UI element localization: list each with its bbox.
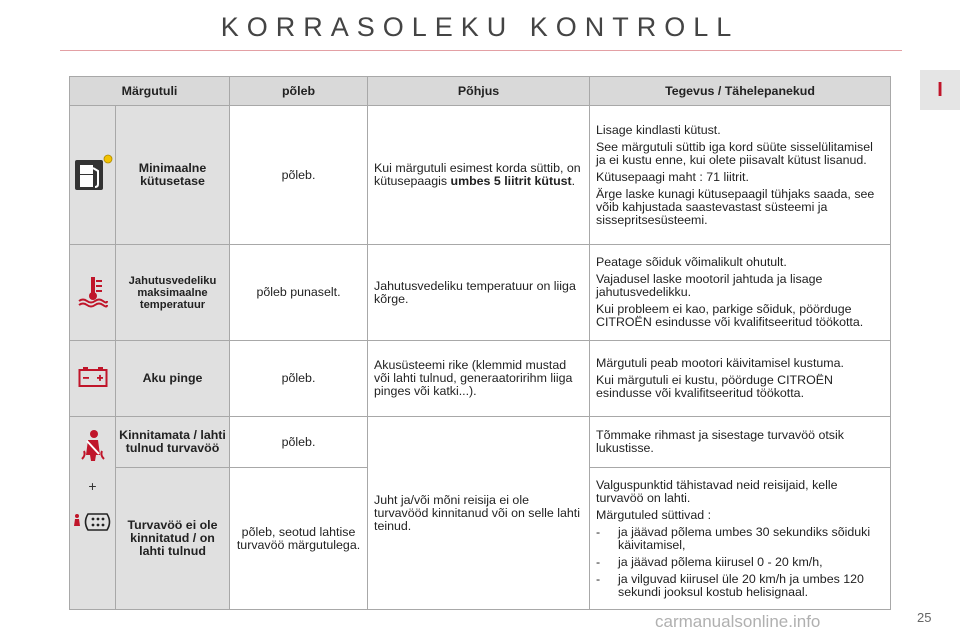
lamp-cause: Juht ja/või mõni reisija ei ole turvavööd kinnitanud või on selle lahti teinud. (368, 417, 590, 610)
bullet-dash: - (596, 554, 601, 569)
bullet-dash: - (596, 524, 601, 539)
table-row-seatbelt (70, 417, 891, 468)
lamp-state: põleb punaselt. (230, 245, 368, 341)
lamp-name: Turvavöö ei ole kinnitatud / on lahti tulnud (116, 468, 230, 610)
list-item (596, 556, 882, 569)
coolant-temperature-icon (76, 274, 110, 308)
battery-icon (78, 366, 108, 388)
footer-watermark[interactable]: carmanualsonline.info (655, 612, 821, 631)
action-line: Kui probleem ei kao, parkige sõiduk, pöörduge CITROËN esindusse või kvalifitseeritud töökotta. (596, 302, 864, 329)
header-action: Tegevus / Tähelepanekud (590, 77, 891, 106)
lamp-cause: Jahutusvedeliku temperatuur on liiga kõrge. (368, 245, 590, 341)
fuel-icon-cell (70, 106, 116, 245)
action-line: Märgutuli peab mootori käivitamisel kustuma. (596, 356, 844, 370)
list-item (596, 573, 882, 599)
page-title: KORRASOLEKU KONTROLL (220, 12, 740, 42)
lamp-state: põleb. (230, 417, 368, 468)
seatbelt-icon (80, 429, 106, 463)
lamp-name: Minimaalne kütusetase (116, 106, 230, 245)
header-state: põleb (230, 77, 368, 106)
lamp-state: põleb. (230, 341, 368, 417)
lamp-name: Jahutusvedeliku maksimaalne temperatuur (116, 245, 230, 341)
action-line: Ärge laske kunagi kütusepaagil tühjaks saada, see võib kahjustada saastevastast süsteemi ja sissepritsesüsteemi. (596, 186, 875, 227)
action-line: Peatage sõiduk võimalikult ohutult. (596, 255, 787, 269)
seatbelt-icon-cell (70, 417, 116, 610)
lamp-state: põleb, seotud lahtise turvavöö märgutulega. (230, 468, 368, 610)
lamp-cause (368, 106, 590, 245)
action-line: See märgutuli süttib iga kord süüte sisselülitamisel ja ei kustu enne, kui olete piisavalt kütust lisanud. (596, 139, 873, 167)
action-line: Valguspunktid tähistavad neid reisijaid, kelle turvavöö on lahti. (596, 477, 838, 505)
rear-seatbelt-display-icon (73, 511, 113, 533)
action-line: Märgutuled süttivad : (596, 507, 712, 522)
lamp-actions (590, 417, 891, 468)
action-line: Kütusepaagi maht : 71 liitrit. (596, 169, 749, 184)
list-item (596, 526, 882, 552)
bullet-text: ja vilguvad kiirusel üle 20 km/h ja umbes 120 sekundi jooksul kostub helisignaal. (618, 571, 864, 599)
table-row-coolant (70, 245, 891, 341)
table-row-fuel (70, 106, 891, 245)
lamp-actions (590, 468, 891, 610)
lamp-actions (590, 106, 891, 245)
action-line: Vajadusel laske mootoril jahtuda ja lisage jahutusvedelikku. (596, 272, 823, 299)
page-number: 25 (917, 610, 932, 625)
lamp-name: Aku pinge (116, 341, 230, 417)
warning-lamp-table (69, 76, 891, 610)
plus-sign: + (88, 478, 97, 494)
fuel-pump-icon (73, 154, 113, 194)
battery-icon-cell (70, 341, 116, 417)
action-line: Lisage kindlasti kütust. (596, 122, 721, 137)
bullet-text: ja jäävad põlema kiirusel 0 - 20 km/h, (618, 554, 823, 569)
action-line: Tõmmake rihmast ja sisestage turvavöö otsik lukustisse. (596, 428, 844, 455)
lamp-cause: Akusüsteemi rike (klemmid mustad või lahti tulnud, generaatoririhm liiga pinges või katki...). (368, 341, 590, 417)
title-divider (60, 50, 902, 51)
cause-text: Kui märgutuli esimest korda süttib, on kütusepaagis (374, 161, 581, 188)
lamp-actions (590, 245, 891, 341)
lamp-name: Kinnitamata / lahti tulnud turvavöö (116, 417, 230, 468)
chapter-tab[interactable]: I (920, 70, 960, 110)
cause-end: . (571, 174, 576, 188)
table-row-battery (70, 341, 891, 417)
lamp-actions (590, 341, 891, 417)
cause-emphasis: umbes 5 liitrit kütust (450, 174, 572, 188)
action-line: Kui märgutuli ei kustu, pöörduge CITROËN esindusse või kvalifitseeritud töökotta. (596, 373, 833, 400)
coolant-icon-cell (70, 245, 116, 341)
lamp-state: põleb. (230, 106, 368, 245)
bullet-dash: - (596, 571, 601, 586)
bullet-text: ja jäävad põlema umbes 30 sekundiks sõiduki käivitamisel, (618, 524, 871, 552)
header-lamp: Märgutuli (70, 77, 230, 106)
table-header-row (70, 77, 891, 106)
header-cause: Põhjus (368, 77, 590, 106)
